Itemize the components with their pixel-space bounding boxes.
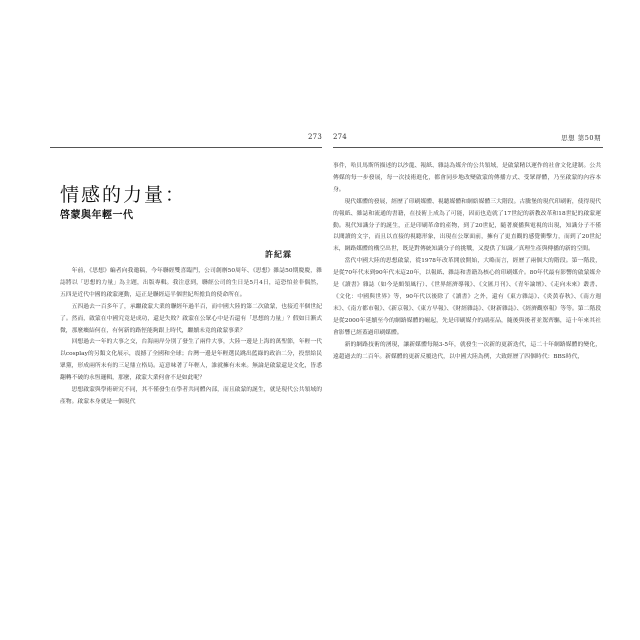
paragraph: 思想啟蒙與學術研究不同，其不僅發生在學者共同體內部，而且啟蒙的誕生，就是現代公共領域的產物。啟蒙本身就是一個現代 <box>60 387 322 405</box>
paragraph: 年前，《思想》編者向我邀稿，今年聯經雙喜臨門，公司創辦50周年、《思想》雜誌50期慶慶，雜誌將以「思想的力量」為主題，出版專輯。我注意到，聯經公司的生日是5月4日，這恐怕並非偶然，五四是近代中國的啟蒙運動，這正是聯經這半個世紀所擔負的使命所在。 <box>60 268 322 298</box>
author-name: 許紀霖 <box>265 249 292 259</box>
header-rule <box>333 147 603 148</box>
page-number: 273 <box>308 133 322 141</box>
paragraph: 當代中國大陸的思想啟蒙，從1978年改革開放開始，大略而言，經歷了兩個大的階段。第一階段，是從70年代末到90年代末這20年，以報紙、雜誌和書籍為核心的印刷媒介。80年代最有影響的啟蒙媒介是《讀書》雜誌（如今是頗領風行）、《世界經濟導報》、《文匯月刊》、《青年論壇》、《走向未來》叢書、《文化：中國與世界》等，90年代以後除了《讀書》之外，還有《東方雜誌》、《炎黃春秋》、《南方週末》、《南方都市報》、《新京報》、《東方早報》、《財經雜誌》、《財新雜誌》、《經濟觀察報》等等。第二階段是從2000年延續至今的網路媒體的崛起，先是印刷媒介的副產品，隨後與後者並駕齊驅，這十年來其社會影響已經蓋過印刷媒體。 <box>333 258 601 336</box>
paragraph: 五四過去一百多年了，承繼啟蒙大業的聯經年過半百，而中國大陸的第二次啟蒙，也接近半個世紀了。然而，啟蒙在中國究竟是成功，還是失敗？啟蒙在公眾心中是否還有「思想的力量」？假如日漸式微，那麼癥結何在，有何新的路徑能夠跟上時代，繼續未竟的啟蒙事業？ <box>60 303 322 334</box>
body-text <box>333 161 601 363</box>
page-number: 274 <box>333 133 347 141</box>
paragraph: 回想過去一年的大事之交，台海兩岸分別了發生了兩件大事，大陸一邊是上海的萬聖節，年輕一代以cosplay的另類文化展示，震撼了全國和全球；台灣一邊是年輕選民跳出藍綠的政治二分，投票給民眾黨，形成兩所未有的三足鼎立格局。這意味著了年輕人，誰就擁有未來。無論是啟蒙還是文化，皆悉翻轉不破的永恆邏輯，那麼，啟蒙大業何會不是如此呢？ <box>60 339 322 382</box>
running-header: 思想 第50期 <box>561 134 601 142</box>
body-text <box>60 266 322 409</box>
right-page <box>333 128 603 518</box>
header-rule <box>50 147 322 148</box>
paragraph: 新的網路技術的湧現，讓新媒體每隔3-5年，就發生一次新的更新迭代，這二十年網路媒體的變化，遠超過去的二百年。新媒體的更新反覆迭代，以中國大陸為例，大致經歷了四個時代：BBS時代， <box>333 341 601 360</box>
left-page <box>50 128 322 518</box>
article-title: 情感的力量： <box>60 184 187 206</box>
article-subtitle: 啓蒙與年輕一代 <box>60 210 134 221</box>
paragraph: 事件，哈貝馬斯所描述的以沙龍、報紙、雜誌為媒介的公共領域，是啟蒙精以運作的社會文化建制。公共傳媒的每一步發展，每一次技術進化，都會同步地改變啟蒙的傳播方式、受眾群體，乃至啟蒙的內容本身。 <box>333 163 601 193</box>
paragraph: 現代媒體的發展，經歷了印刷媒體、視聽媒體和網絡媒體三大階段。古騰堡的現代印刷術，使得現代的報紙、雜誌和流通的書籍，在技術上成為了可能，因而也造就了17世紀的新教改革和18世紀的啟蒙運動。現代知識分子的誕生，正是印刷革命的產物，到了20世紀，隨著廣播與電視的出現，知識分子不僅以閱讀的文字，而且以直接的視聽形象，出現在公眾面前，擁有了更直觀的感覺衝擊力，而到了20世紀末，網路媒體的構空出世，既是對傳統知識分子的挑戰，又提供了知識／真理生產與傳播的新的空間。 <box>333 198 601 253</box>
